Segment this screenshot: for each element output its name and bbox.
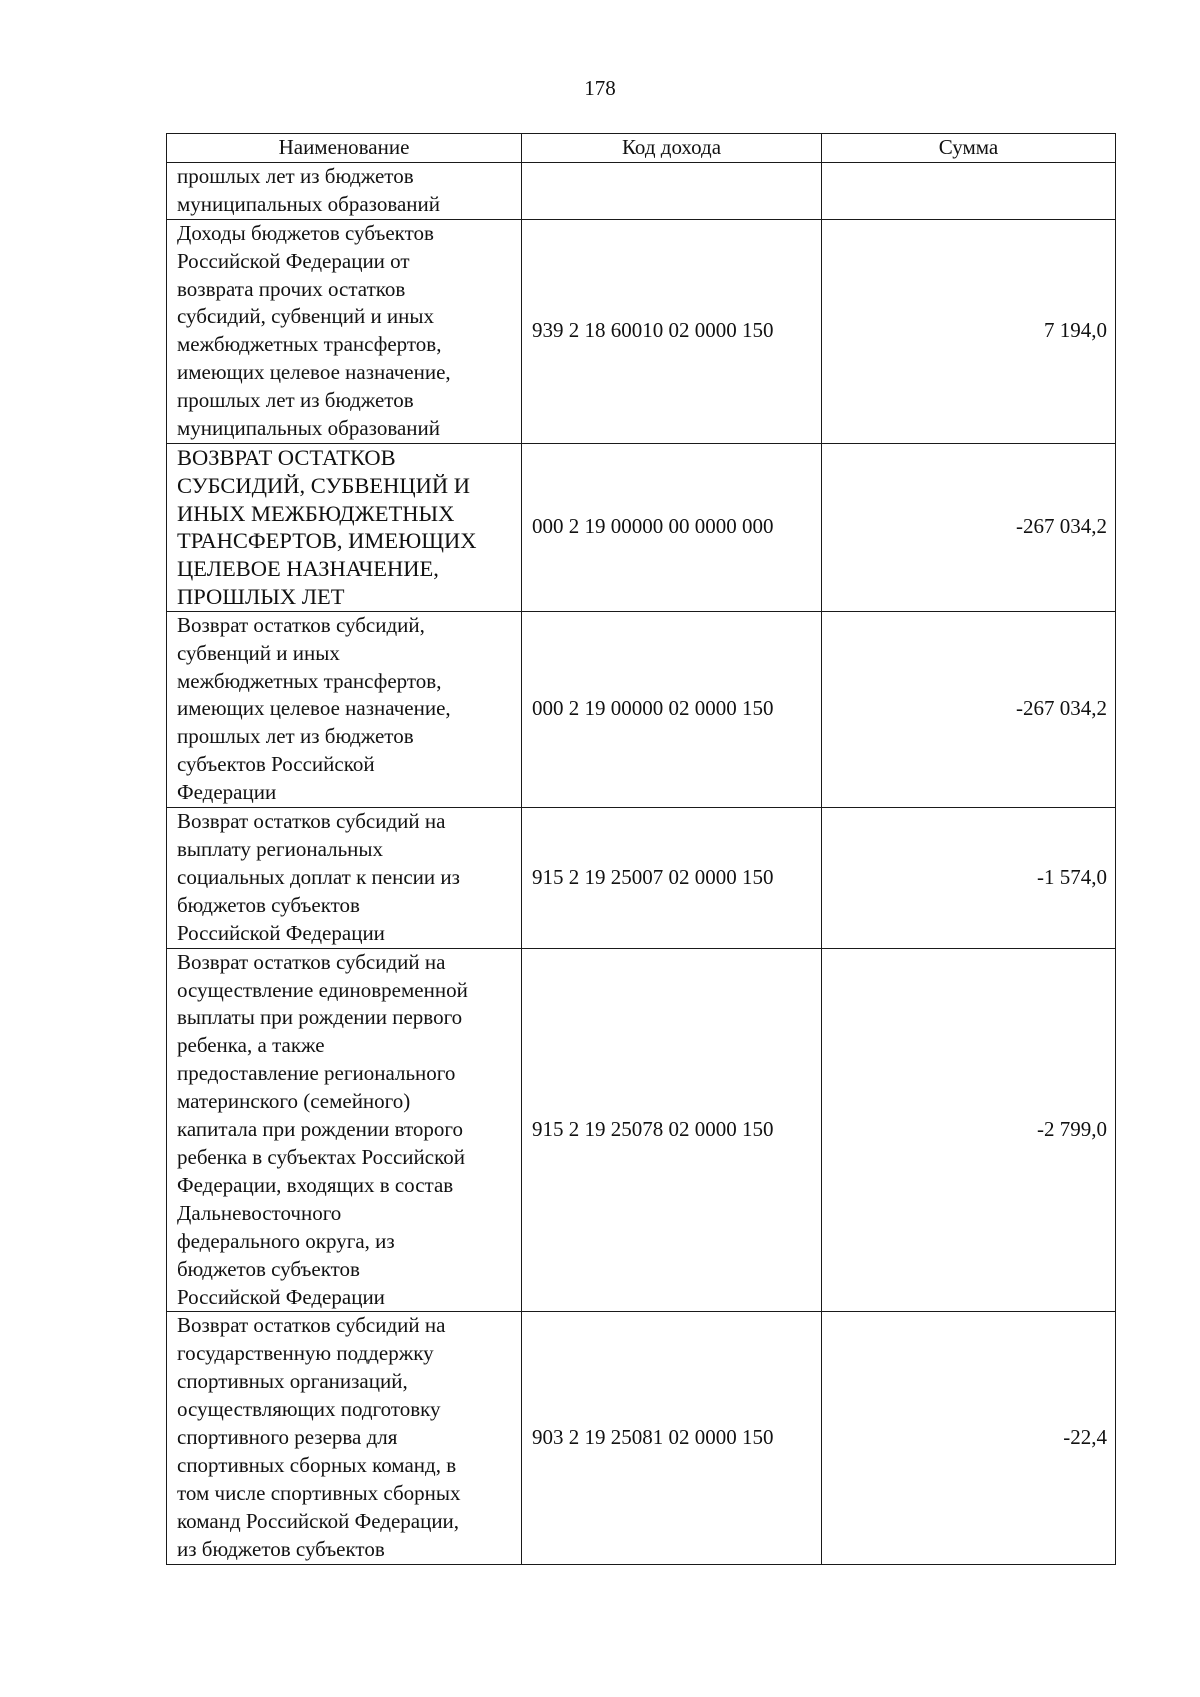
row-code-cell: 000 2 19 00000 02 0000 150	[522, 611, 822, 807]
row-name-line: межбюджетных трансфертов,	[177, 332, 442, 357]
row-name-line: имеющих целевое назначение,	[177, 360, 451, 385]
row-sum-cell	[822, 162, 1116, 219]
row-name-line: спортивного резерва для	[177, 1425, 398, 1450]
table-header-row	[167, 134, 1116, 163]
row-name-line: Доходы бюджетов субъектов	[177, 220, 434, 245]
row-name-line: государственную поддержку	[177, 1341, 434, 1366]
row-name-line: Возврат остатков субсидий на	[177, 1313, 446, 1338]
row-name-cell	[167, 443, 522, 611]
row-name-line: бюджетов субъектов	[177, 1256, 360, 1281]
row-name-line: команд Российской Федерации,	[177, 1508, 460, 1533]
table-row	[167, 611, 1116, 807]
row-code-cell	[522, 162, 822, 219]
row-name-line: ИНЫХ МЕЖБЮДЖЕТНЫХ	[177, 500, 455, 526]
row-name-cell	[167, 808, 522, 949]
row-name-line: Возврат остатков субсидий на	[177, 809, 446, 834]
row-sum-cell: -22,4	[822, 1312, 1116, 1564]
row-name-line: бюджетов субъектов	[177, 892, 360, 917]
page-number: 178	[584, 76, 616, 100]
row-name-line: осуществляющих подготовку	[177, 1397, 441, 1422]
header-name: Наименование	[167, 134, 522, 163]
header-code: Код дохода	[522, 134, 822, 163]
row-name-line: Российской Федерации	[177, 1284, 385, 1309]
row-name-cell	[167, 162, 522, 219]
table-row	[167, 443, 1116, 611]
row-name-line: Российской Федерации от	[177, 248, 410, 273]
table-body	[167, 162, 1116, 1564]
table-row	[167, 1312, 1116, 1564]
row-name-line: Федерации, входящих в состав	[177, 1172, 454, 1197]
row-name-line: социальных доплат к пенсии из	[177, 864, 460, 889]
row-name-line: СУБСИДИЙ, СУБВЕНЦИЙ И	[177, 472, 470, 498]
row-name-line: выплаты при рождении первого	[177, 1005, 463, 1030]
row-name-line: возврата прочих остатков	[177, 276, 406, 301]
row-name-line: прошлых лет из бюджетов	[177, 388, 414, 413]
row-name-line: ребенка в субъектах Российской	[177, 1144, 465, 1169]
row-sum-cell: 7 194,0	[822, 219, 1116, 443]
row-name-line: муниципальных образований	[177, 191, 440, 216]
row-name-line: ЦЕЛЕВОЕ НАЗНАЧЕНИЕ,	[177, 556, 439, 582]
revenue-table	[166, 133, 1116, 1565]
row-sum-cell: -2 799,0	[822, 948, 1116, 1312]
row-name-line: выплату региональных	[177, 837, 383, 861]
row-name-line: Возврат остатков субсидий,	[177, 612, 425, 637]
row-name-cell	[167, 611, 522, 807]
row-sum-cell: -267 034,2	[822, 443, 1116, 611]
row-code-cell: 903 2 19 25081 02 0000 150	[522, 1312, 822, 1564]
row-name-line: ПРОШЛЫХ ЛЕТ	[177, 583, 345, 609]
row-name-line: спортивных сборных команд, в	[177, 1452, 457, 1477]
row-sum-cell: -1 574,0	[822, 808, 1116, 949]
row-name-line: муниципальных образований	[177, 416, 440, 441]
table-row	[167, 948, 1116, 1312]
row-name-line: осуществление единовременной	[177, 977, 468, 1002]
row-name-line: Российской Федерации	[177, 920, 385, 945]
row-name-line: имеющих целевое назначение,	[177, 696, 451, 721]
header-sum: Сумма	[822, 134, 1116, 163]
row-name-line: прошлых лет из бюджетов	[177, 163, 414, 188]
row-name-line: предоставление регионального	[177, 1061, 456, 1086]
row-name-line: Возврат остатков субсидий на	[177, 949, 446, 974]
row-name-line: Дальневосточного	[177, 1200, 342, 1225]
row-name-line: Федерации	[177, 780, 277, 805]
row-name-line: том числе спортивных сборных	[177, 1480, 461, 1505]
row-name-line: федерального округа, из	[177, 1228, 395, 1253]
row-code-cell: 939 2 18 60010 02 0000 150	[522, 219, 822, 443]
row-name-line: субсидий, субвенций и иных	[177, 304, 435, 329]
table-row	[167, 808, 1116, 949]
row-code-cell: 000 2 19 00000 00 0000 000	[522, 443, 822, 611]
row-name-line: из бюджетов субъектов	[177, 1536, 385, 1561]
row-name-line: ВОЗВРАТ ОСТАТКОВ	[177, 444, 396, 470]
row-name-cell	[167, 1312, 522, 1564]
row-name-line: межбюджетных трансфертов,	[177, 668, 442, 693]
row-code-cell: 915 2 19 25007 02 0000 150	[522, 808, 822, 949]
row-name-line: субвенций и иных	[177, 640, 340, 665]
row-name-line: ребенка, а также	[177, 1033, 325, 1058]
row-name-line: капитала при рождении второго	[177, 1117, 463, 1142]
row-name-cell	[167, 948, 522, 1312]
row-sum-cell: -267 034,2	[822, 611, 1116, 807]
row-name-line: прошлых лет из бюджетов	[177, 724, 414, 749]
table-row	[167, 162, 1116, 219]
row-code-cell: 915 2 19 25078 02 0000 150	[522, 948, 822, 1312]
row-name-line: спортивных организаций,	[177, 1369, 408, 1394]
row-name-line: ТРАНСФЕРТОВ, ИМЕЮЩИХ	[177, 528, 477, 554]
table-row	[167, 219, 1116, 443]
row-name-cell	[167, 219, 522, 443]
row-name-line: материнского (семейного)	[177, 1089, 411, 1114]
row-name-line: субъектов Российской	[177, 752, 375, 777]
